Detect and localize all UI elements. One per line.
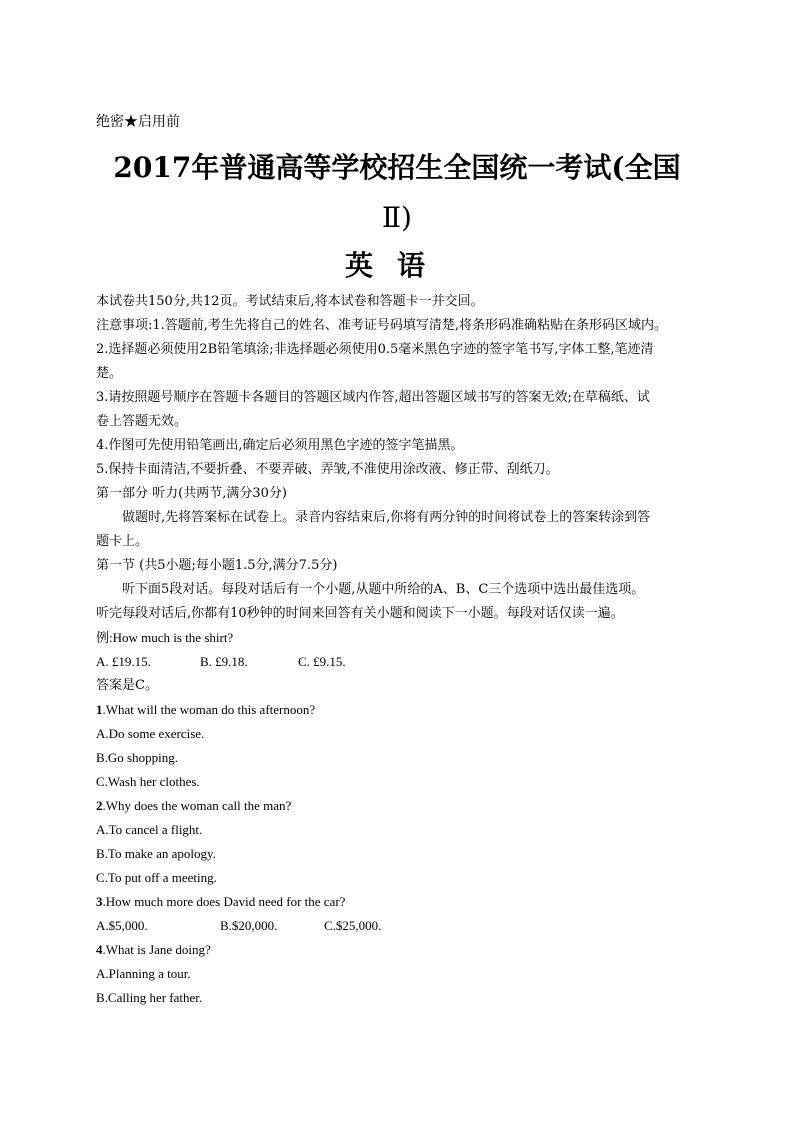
confidential-label: 绝密★启用前 [96,114,180,130]
exam-title-line1: 2017年普通高等学校招生全国统一考试(全国 [113,151,681,184]
instruction-line: 5.保持卡面清洁,不要折叠、不要弄破、弄皱,不准使用涂改液、修正带、刮纸刀。 [96,462,559,477]
section1-heading: 第一节 (共5小题;每小题1.5分,满分7.5分) [96,558,338,573]
option: C.Wash her clothes. [96,774,200,789]
option: C. £9.15. [298,654,346,669]
question-number: 3 [96,894,103,909]
instruction-line: 楚。 [96,366,123,381]
example-answer: 答案是C。 [96,678,158,693]
option: A.To cancel a flight. [96,822,203,837]
question-number: 1 [96,702,103,717]
exam-title-line2: Ⅱ) [382,201,412,234]
question-number: 2 [96,798,103,813]
example-question: 例:How much is the shirt? [96,630,234,645]
option: C.$25,000. [324,918,382,933]
option: B.Go shopping. [96,750,178,765]
question-3-options [96,918,716,934]
subject-title: 英语 [344,249,449,282]
option: B.$20,000. [220,918,278,933]
question-3 [96,894,716,910]
option: C.To put off a meeting. [96,870,217,885]
option: A.Planning a tour. [96,966,191,981]
option: A. £19.15. [96,654,151,669]
instruction-line: 2.选择题必须使用2B铅笔填涂;非选择题必须使用0.5毫米黑色字迹的签字笔书写,字体工整,笔迹清 [96,342,654,357]
part1-heading: 第一部分 听力(共两节,满分30分) [96,486,287,501]
part1-description: 做题时,先将答案标在试卷上。录音内容结束后,你将有两分钟的时间将试卷上的答案转涂到答 [122,510,651,525]
question-1 [96,702,716,718]
option: B.To make an apology. [96,846,216,861]
option: B. £9.18. [200,654,248,669]
instruction-line: 卷上答题无效。 [96,414,188,429]
example-options [96,654,716,670]
option: A.Do some exercise. [96,726,205,741]
section1-description: 听完每段对话后,你都有10秒钟的时间来回答有关小题和阅读下一小题。每段对话仅读一遍。 [96,606,624,621]
instruction-line: 本试卷共150分,共12页。考试结束后,将本试卷和答题卡一并交回。 [96,294,484,309]
question-4 [96,942,716,958]
option: A.$5,000. [96,918,148,933]
question-number: 4 [96,942,103,957]
section1-description: 听下面5段对话。每段对话后有一个小题,从题中所给的A、B、C三个选项中选出最佳选项。 [122,582,645,597]
part1-description: 题卡上。 [96,534,149,549]
instruction-line: 注意事项:1.答题前,考生先将自己的姓名、准考证号码填写清楚,将条形码准确粘贴在条形码区域内。 [96,318,668,333]
question-text: .What will the woman do this afternoon? [102,702,316,717]
question-text: .What is Jane doing? [102,942,211,957]
instruction-line: 4.作图可先使用铅笔画出,确定后必须用黑色字迹的签字笔描黑。 [96,438,464,453]
option: B.Calling her father. [96,990,203,1005]
question-text: .How much more does David need for the car? [102,894,346,909]
question-2 [96,798,716,814]
instruction-line: 3.请按照题号顺序在答题卡各题目的答题区域内作答,超出答题区域书写的答案无效;在草稿纸、试 [96,390,650,405]
question-text: .Why does the woman call the man? [102,798,292,813]
